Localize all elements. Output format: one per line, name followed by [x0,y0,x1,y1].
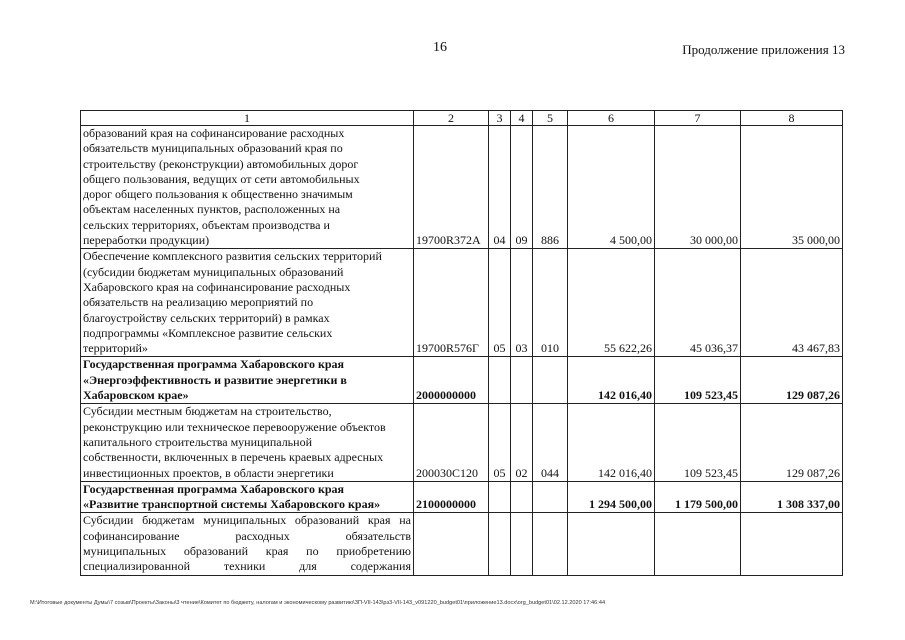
name-line: Хабаровского края на софинансирование расходных [83,279,351,294]
column-header: 8 [741,111,843,126]
table-row-program [81,481,843,513]
subsection-code [511,481,533,513]
admin-code [533,357,568,404]
section-code [489,357,511,404]
name-line: переработки продукции) [83,233,210,248]
amount-col6: 1 294 500,00 [568,481,655,513]
amount-col8: 129 087,26 [741,357,843,404]
name-line: обязательств на реализацию мероприятий по [83,295,314,310]
admin-code: 044 [533,404,568,481]
column-number-row [81,111,843,126]
target-code: 19700R372А [414,126,489,249]
name-line: территорий» [83,341,148,356]
amount-col8: 1 308 337,00 [741,481,843,513]
table-row [81,404,843,481]
name-line: Субсидии местным бюджетам на строительство, [83,404,332,419]
column-header: 5 [533,111,568,126]
column-header: 3 [489,111,511,126]
name-line: «Развитие транспортной системы Хабаровского края» [83,497,381,512]
admin-code: 010 [533,249,568,357]
subsection-code: 09 [511,126,533,249]
row-name [81,481,414,513]
target-code: 2000000000 [414,357,489,404]
admin-code [533,481,568,513]
table-row [81,126,843,249]
table-row-program [81,357,843,404]
section-code: 04 [489,126,511,249]
continuation-label: Продолжение приложения 13 [682,42,845,57]
amount-col8: 35 000,00 [741,126,843,249]
table-row [81,513,843,575]
amount-col7: 109 523,45 [655,357,741,404]
name-line: обязательств муниципальных образований края по [83,141,343,156]
amount-col6: 142 016,40 [568,404,655,481]
subsection-code [511,357,533,404]
amount-col7: 45 036,37 [655,249,741,357]
name-line: Субсидии бюджетам муниципальных образований края на [83,513,411,528]
column-header: 4 [511,111,533,126]
name-line: софинансирование расходных обязательств [83,528,411,543]
page-number: 16 [433,40,447,55]
subsection-code [511,513,533,575]
name-line: подпрограммы «Комплексное развитие сельских [83,325,333,340]
name-line: инвестиционных проектов, в области энергетики [83,465,334,480]
name-line: (субсидии бюджетам муниципальных образований [83,264,344,279]
name-line: «Энергоэффективность и развитие энергетики в [83,372,347,387]
column-header: 7 [655,111,741,126]
name-line: Государственная программа Хабаровского края [83,357,345,372]
section-code: 05 [489,404,511,481]
name-line: Хабаровском крае» [83,388,189,403]
name-line: Обеспечение комплексного развития сельских территорий [83,249,382,264]
name-line: сельских территориях, объектам производства и [83,217,330,232]
column-header: 2 [414,111,489,126]
target-code: 2100000000 [414,481,489,513]
column-header: 6 [568,111,655,126]
name-line: общего пользования, ведущих от сети автомобильных [83,171,360,186]
amount-col8 [741,513,843,575]
name-line: благоустройству сельских территорий) в рамках [83,310,330,325]
amount-col6: 4 500,00 [568,126,655,249]
amount-col7: 109 523,45 [655,404,741,481]
name-line: образований края на софинансирование расходных [83,126,345,140]
row-name [81,126,414,249]
row-name [81,513,414,575]
name-line: капитального строительства муниципальной [83,434,313,449]
section-code: 05 [489,249,511,357]
row-name [81,249,414,357]
section-code [489,513,511,575]
amount-col7: 1 179 500,00 [655,481,741,513]
row-name [81,357,414,404]
admin-code: 886 [533,126,568,249]
amount-col7: 30 000,00 [655,126,741,249]
row-name [81,404,414,481]
admin-code [533,513,568,575]
subsection-code: 02 [511,404,533,481]
budget-table [80,110,843,576]
name-line: собственности, включенных в перечень краевых адресных [83,450,384,465]
name-line: строительству (реконструкции) автомобильных дорог [83,156,359,171]
subsection-code: 03 [511,249,533,357]
section-code [489,481,511,513]
name-line: реконструкцию или техническое перевооружение объектов [83,419,386,434]
name-line: дорог общего пользования к общественно значимым [83,187,353,202]
amount-col6 [568,513,655,575]
name-line: муниципальных образований края по приобретению [83,544,411,559]
amount-col8: 129 087,26 [741,404,843,481]
file-path-footer: M:\Итоговые документы Думы\7 созыв\Проекты\Законы\3 чтение\Комитет по бюджету, налогам и экономическому развитию\ЗП-VII-143\pз3-VII-143_v091220_budget01\приложение13.docx\org_budget01\02.12.2020 17:46:44 [30,600,606,606]
target-code: 200030С120 [414,404,489,481]
target-code [414,513,489,575]
amount-col6: 55 622,26 [568,249,655,357]
target-code: 19700R576Г [414,249,489,357]
name-line: объектам населенных пунктов, расположенных на [83,202,341,217]
name-line: специализированной техники для содержания [83,559,411,574]
name-line: Государственная программа Хабаровского края [83,481,345,496]
column-header: 1 [81,111,414,126]
amount-col8: 43 467,83 [741,249,843,357]
amount-col6: 142 016,40 [568,357,655,404]
table-row [81,249,843,357]
amount-col7 [655,513,741,575]
